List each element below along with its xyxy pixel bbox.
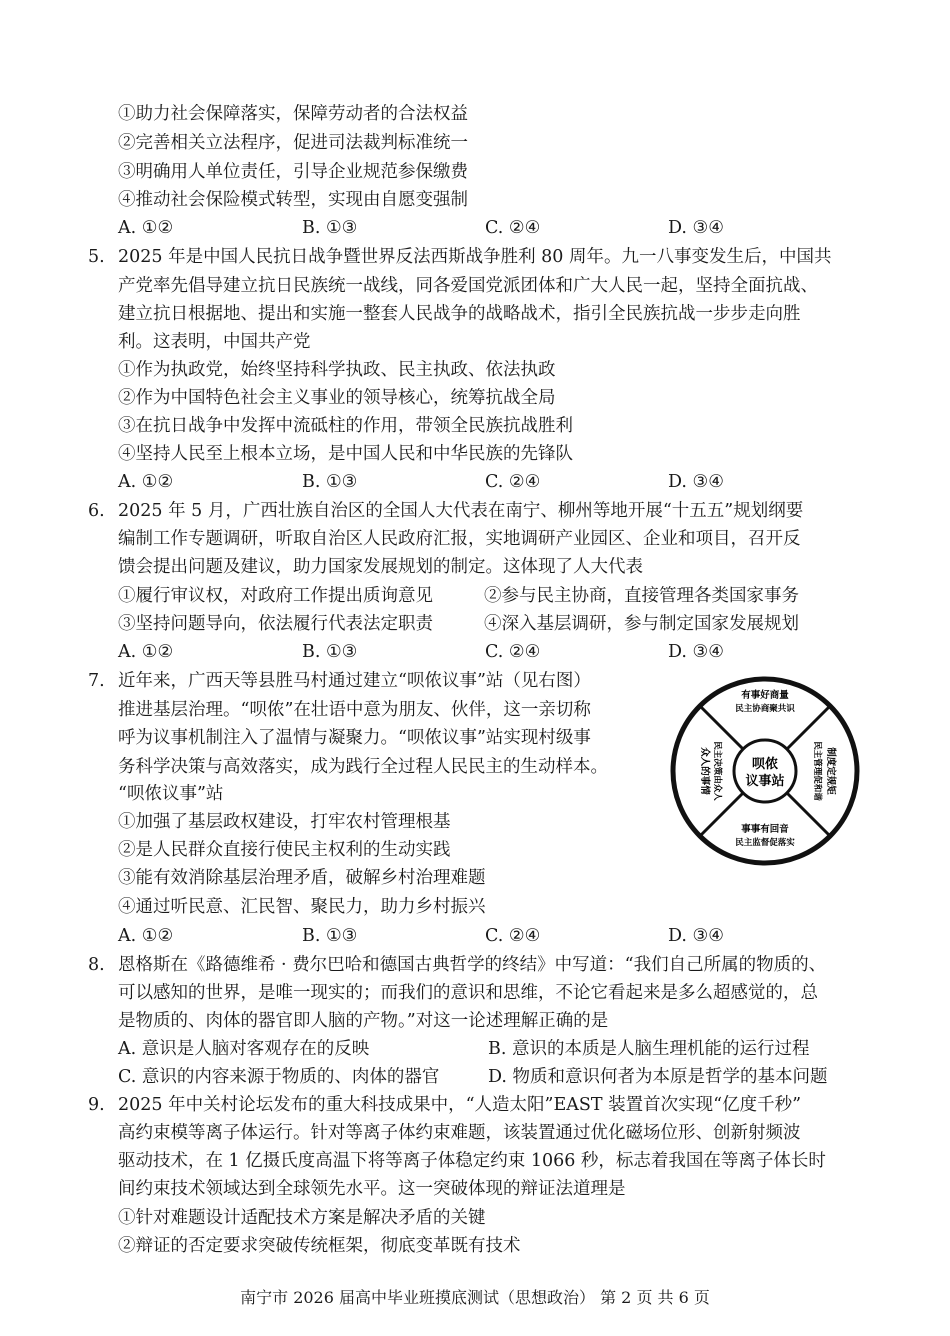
q4-option-c[interactable]: C. ②④	[485, 218, 541, 238]
q5-number: 5.	[88, 247, 105, 267]
q6-item-2: ②参与民主协商，直接管理各类国家事务	[484, 586, 799, 606]
q7-stem-2: 推进基层治理。“呗侬”在壮语中意为朋友、伙伴，这一亲切称	[118, 700, 591, 720]
diagram-right-line1: 制度定规矩	[825, 747, 836, 795]
diagram-top-line1: 有事好商量	[741, 690, 789, 701]
q7-option-a[interactable]: A. ①②	[118, 926, 174, 946]
q5-stem-2: 产党率先倡导建立抗日民族统一战线，同各爱国党派团体和广大人民一起，坚持全面抗战、	[118, 276, 818, 296]
q9-item-1: ①针对难题设计适配技术方案是解决矛盾的关键	[118, 1208, 486, 1228]
q9-stem-2: 高约束模等离子体运行。针对等离子体约束难题，该装置通过优化磁场位形、创新射频波	[118, 1123, 801, 1143]
q6-stem-3: 馈会提出问题及建议，助力国家发展规划的制定。这体现了人大代表	[118, 557, 643, 577]
q5-stem-3: 建立抗日根据地、提出和实施一整套人民战争的战略战术，指引全民族抗战一步步走向胜	[118, 304, 801, 324]
q4-item-2: ②完善相关立法程序，促进司法裁判标准统一	[118, 133, 468, 153]
q5-option-d[interactable]: D. ③④	[668, 472, 724, 492]
q6-number: 6.	[88, 501, 105, 521]
q4-item-1: ①助力社会保障落实，保障劳动者的合法权益	[118, 104, 468, 124]
q8-option-a[interactable]: A. 意识是人脑对客观存在的反映	[118, 1039, 370, 1059]
page-footer: 南宁市 2026 届高中毕业班摸底测试（思想政治） 第 2 页 共 6 页	[240, 1288, 710, 1307]
q8-number: 8.	[88, 955, 105, 975]
q7-stem-4: 务科学决策与高效落实，成为践行全过程人民民主的生动样本。	[118, 757, 608, 777]
q5-stem-1: 2025 年是中国人民抗日战争暨世界反法西斯战争胜利 80 周年。九一八事变发生后，中国共	[118, 247, 832, 267]
q8-option-b[interactable]: B. 意识的本质是人脑生理机能的运行过程	[488, 1039, 810, 1059]
q6-option-c[interactable]: C. ②④	[485, 642, 541, 662]
q4-item-3: ③明确用人单位责任，引导企业规范参保缴费	[118, 162, 468, 182]
q5-option-c[interactable]: C. ②④	[485, 472, 541, 492]
q8-stem-2: 可以感知的世界，是唯一现实的；而我们的意识和思维，不论它看起来是多么超感觉的，总	[118, 983, 818, 1003]
q7-diagram	[670, 676, 860, 866]
q7-item-2: ②是人民群众直接行使民主权利的生动实践	[118, 840, 451, 860]
q8-stem-1: 恩格斯在《路德维希 · 费尔巴哈和德国古典哲学的终结》中写道：“我们自己所属的物质的、	[118, 955, 827, 975]
diagram-top-line2: 民主协商聚共识	[735, 704, 795, 714]
q7-option-c[interactable]: C. ②④	[485, 926, 541, 946]
q7-item-1: ①加强了基层政权建设，打牢农村管理根基	[118, 812, 451, 832]
q5-item-3: ③在抗日战争中发挥中流砥柱的作用，带领全民族抗战胜利	[118, 416, 573, 436]
q8-option-c[interactable]: C. 意识的内容来源于物质的、肉体的器官	[118, 1067, 440, 1087]
q8-stem-3: 是物质的、肉体的器官即人脑的产物。”对这一论述理解正确的是	[118, 1011, 609, 1031]
q5-option-a[interactable]: A. ①②	[118, 472, 174, 492]
q6-item-1: ①履行审议权，对政府工作提出质询意见	[118, 586, 433, 606]
q5-item-1: ①作为执政党，始终坚持科学执政、民主执政、依法执政	[118, 360, 556, 380]
q5-option-b[interactable]: B. ①③	[302, 472, 358, 492]
q6-option-b[interactable]: B. ①③	[302, 642, 358, 662]
q6-item-4: ④深入基层调研，参与制定国家发展规划	[484, 614, 799, 634]
q7-option-d[interactable]: D. ③④	[668, 926, 724, 946]
q7-item-4: ④通过听民意、汇民智、聚民力，助力乡村振兴	[118, 897, 486, 917]
diagram-left-line1: 众人的事情	[699, 747, 710, 795]
diagram-divider	[787, 793, 830, 836]
q7-stem-1: 近年来，广西天等县胜马村通过建立“呗侬议事”站（见右图）	[118, 671, 591, 691]
q4-item-4: ④推动社会保险模式转型，实现由自愿变强制	[118, 190, 468, 210]
q5-stem-4: 利。这表明，中国共产党	[118, 332, 311, 352]
q7-stem-3: 呼为议事机制注入了温情与凝聚力。“呗侬议事”站实现村级事	[118, 728, 591, 748]
q9-stem-3: 驱动技术，在 1 亿摄氏度高温下将等离子体稳定约束 1066 秒，标志着我国在等离子体长时	[118, 1151, 826, 1171]
diagram-bottom-line1: 事事有回音	[741, 824, 789, 835]
q5-options	[118, 472, 738, 492]
q9-item-2: ②辩证的否定要求突破传统框架，彻底变革既有技术	[118, 1236, 521, 1256]
q9-stem-4: 间约束技术领域达到全球领先水平。这一突破体现的辩证法道理是	[118, 1179, 626, 1199]
q4-options	[118, 218, 738, 238]
q7-number: 7.	[88, 671, 105, 691]
q8-option-d[interactable]: D. 物质和意识何者为本原是哲学的基本问题	[488, 1067, 828, 1087]
q5-item-4: ④坚持人民至上根本立场，是中国人民和中华民族的先锋队	[118, 444, 573, 464]
q6-item-3: ③坚持问题导向，依法履行代表法定职责	[118, 614, 433, 634]
q9-number: 9.	[88, 1095, 105, 1115]
q7-option-b[interactable]: B. ①③	[302, 926, 358, 946]
q5-item-2: ②作为中国特色社会主义事业的领导核心，统筹抗战全局	[118, 388, 556, 408]
q9-stem-1: 2025 年中关村论坛发布的重大科技成果中，“人造太阳”EAST 装置首次实现“亿度千秒”	[118, 1095, 802, 1115]
q4-option-a[interactable]: A. ①②	[118, 218, 174, 238]
diagram-right-line2: 民主管理促和谐	[812, 741, 822, 801]
q7-item-3: ③能有效消除基层治理矛盾，破解乡村治理难题	[118, 868, 486, 888]
diagram-center-line1: 呗侬	[751, 757, 779, 772]
q4-option-b[interactable]: B. ①③	[302, 218, 358, 238]
diagram-left-line2: 民主决策由众人	[712, 741, 722, 801]
q6-stem-1: 2025 年 5 月，广西壮族自治区的全国人大代表在南宁、柳州等地开展“十五五”规划纲要	[118, 501, 804, 521]
q7-stem-5: “呗侬议事”站	[118, 784, 224, 804]
q6-stem-2: 编制工作专题调研，听取自治区人民政府汇报，实地调研产业园区、企业和项目，召开反	[118, 529, 801, 549]
q7-options	[118, 926, 738, 946]
q6-option-a[interactable]: A. ①②	[118, 642, 174, 662]
diagram-bottom-line2: 民主监督促落实	[735, 838, 795, 848]
q4-option-d[interactable]: D. ③④	[668, 218, 724, 238]
q6-option-d[interactable]: D. ③④	[668, 642, 724, 662]
q6-options	[118, 642, 738, 662]
diagram-center-line2: 议事站	[745, 774, 785, 789]
